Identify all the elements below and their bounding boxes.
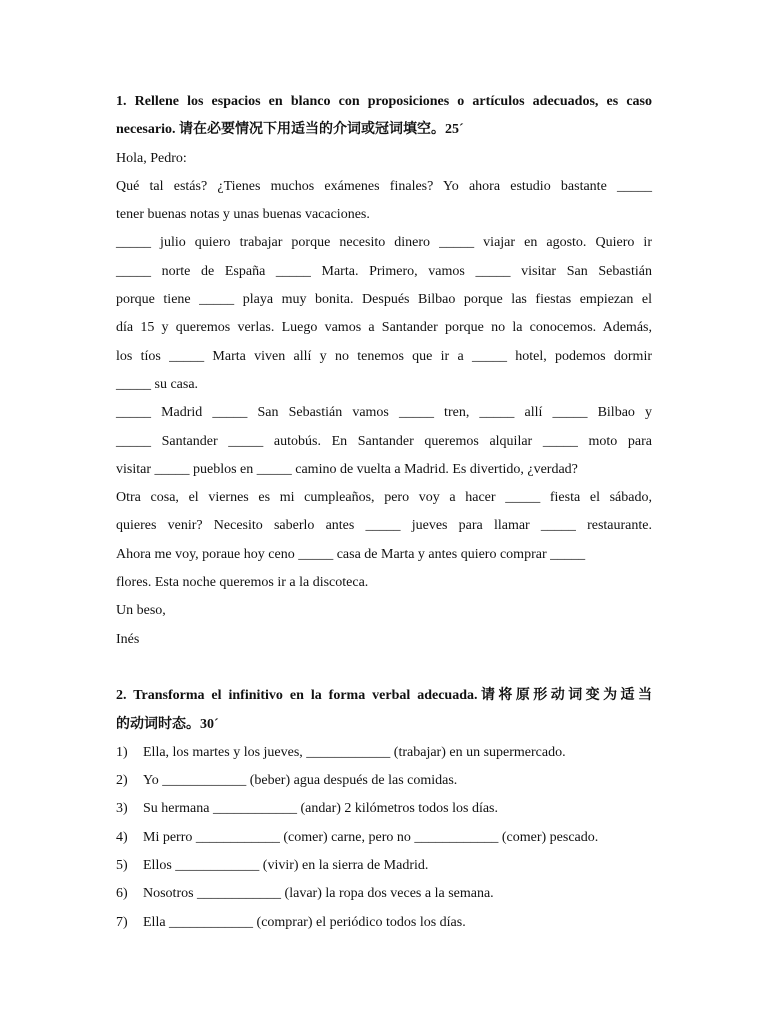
letter-line: visitar _____ pueblos en _____ camino de vuelta a Madrid. Es divertido, ¿verdad? — [116, 461, 578, 477]
item-number: 5) — [116, 858, 128, 874]
list-item — [116, 909, 652, 937]
letter-body — [116, 145, 652, 654]
letter-line: _____ julio quiero trabajar porque necesito dinero _____ viajar en agosto. Quiero ir — [116, 235, 652, 251]
list-item — [116, 739, 652, 767]
list-item — [116, 824, 652, 852]
worksheet-page — [116, 88, 652, 937]
section1-title-line1: 1. Rellene los espacios en blanco con proposiciones o artículos adecuados, es caso — [116, 94, 652, 109]
item-text: Mi perro ____________ (comer) carne, pero no ____________ (comer) pescado. — [143, 829, 599, 845]
letter-line: _____ Madrid _____ San Sebastián vamos _____ tren, _____ allí _____ Bilbao y — [116, 405, 652, 421]
list-item — [116, 795, 652, 823]
letter-line: flores. Esta noche queremos ir a la discoteca. — [116, 575, 369, 591]
item-number: 1) — [116, 744, 128, 760]
section2-title-line1: 2. Transforma el infinitivo en la forma verbal adecuada.请将原形动词变为适当 — [116, 688, 652, 704]
item-text: Ella ____________ (comprar) el periódico todos los días. — [143, 914, 466, 930]
letter-line: tener buenas notas y unas buenas vacaciones. — [116, 207, 370, 223]
list-item — [116, 852, 652, 880]
section2-title-line2: 的动词时态。30´ — [116, 716, 219, 732]
section1-title-line2: necesario. 请在必要情况下用适当的介词或冠词填空。25´ — [116, 122, 464, 138]
letter-line: Ahora me voy, poraue hoy ceno _____ casa de Marta y antes quiero comprar _____ — [116, 546, 586, 562]
list-item — [116, 767, 652, 795]
letter-line: porque tiene _____ playa muy bonita. Después Bilbao porque las fiestas empiezan el — [116, 292, 652, 308]
letter-line: _____ Santander _____ autobús. En Santander queremos alquilar _____ moto para — [116, 433, 652, 449]
letter-line: Otra cosa, el viernes es mi cumpleaños, pero voy a hacer _____ fiesta el sábado, — [116, 490, 652, 506]
item-text: Su hermana ____________ (andar) 2 kilómetros todos los días. — [143, 801, 499, 817]
item-text: Nosotros ____________ (lavar) la ropa dos veces a la semana. — [143, 886, 494, 902]
letter-line: Hola, Pedro: — [116, 150, 187, 166]
letter-line: Inés — [116, 631, 140, 647]
letter-line: día 15 y queremos verlas. Luego vamos a Santander porque no la conocemos. Además, — [116, 320, 652, 336]
letter-line: quieres venir? Necesito saberlo antes _____ jueves para llamar _____ restaurante. — [116, 518, 652, 534]
list-item — [116, 880, 652, 908]
letter-line: _____ norte de España _____ Marta. Primero, vamos _____ visitar San Sebastián — [116, 263, 652, 279]
item-number: 6) — [116, 886, 128, 902]
section-spacer — [116, 654, 652, 682]
item-text: Yo ____________ (beber) agua después de las comidas. — [143, 773, 458, 789]
letter-line: Qué tal estás? ¿Tienes muchos exámenes finales? Yo ahora estudio bastante _____ — [116, 178, 652, 194]
item-text: Ella, los martes y los jueves, ____________ (trabajar) en un supermercado. — [143, 744, 566, 760]
letter-line: _____ su casa. — [116, 376, 199, 392]
item-number: 7) — [116, 914, 128, 930]
letter-line: Un beso, — [116, 603, 166, 619]
item-number: 4) — [116, 829, 128, 845]
exercise-list — [116, 739, 652, 937]
item-text: Ellos ____________ (vivir) en la sierra de Madrid. — [143, 858, 429, 874]
item-number: 2) — [116, 773, 128, 789]
item-number: 3) — [116, 801, 128, 817]
letter-line: los tíos _____ Marta viven allí y no tenemos que ir a _____ hotel, podemos dormir — [116, 348, 652, 364]
